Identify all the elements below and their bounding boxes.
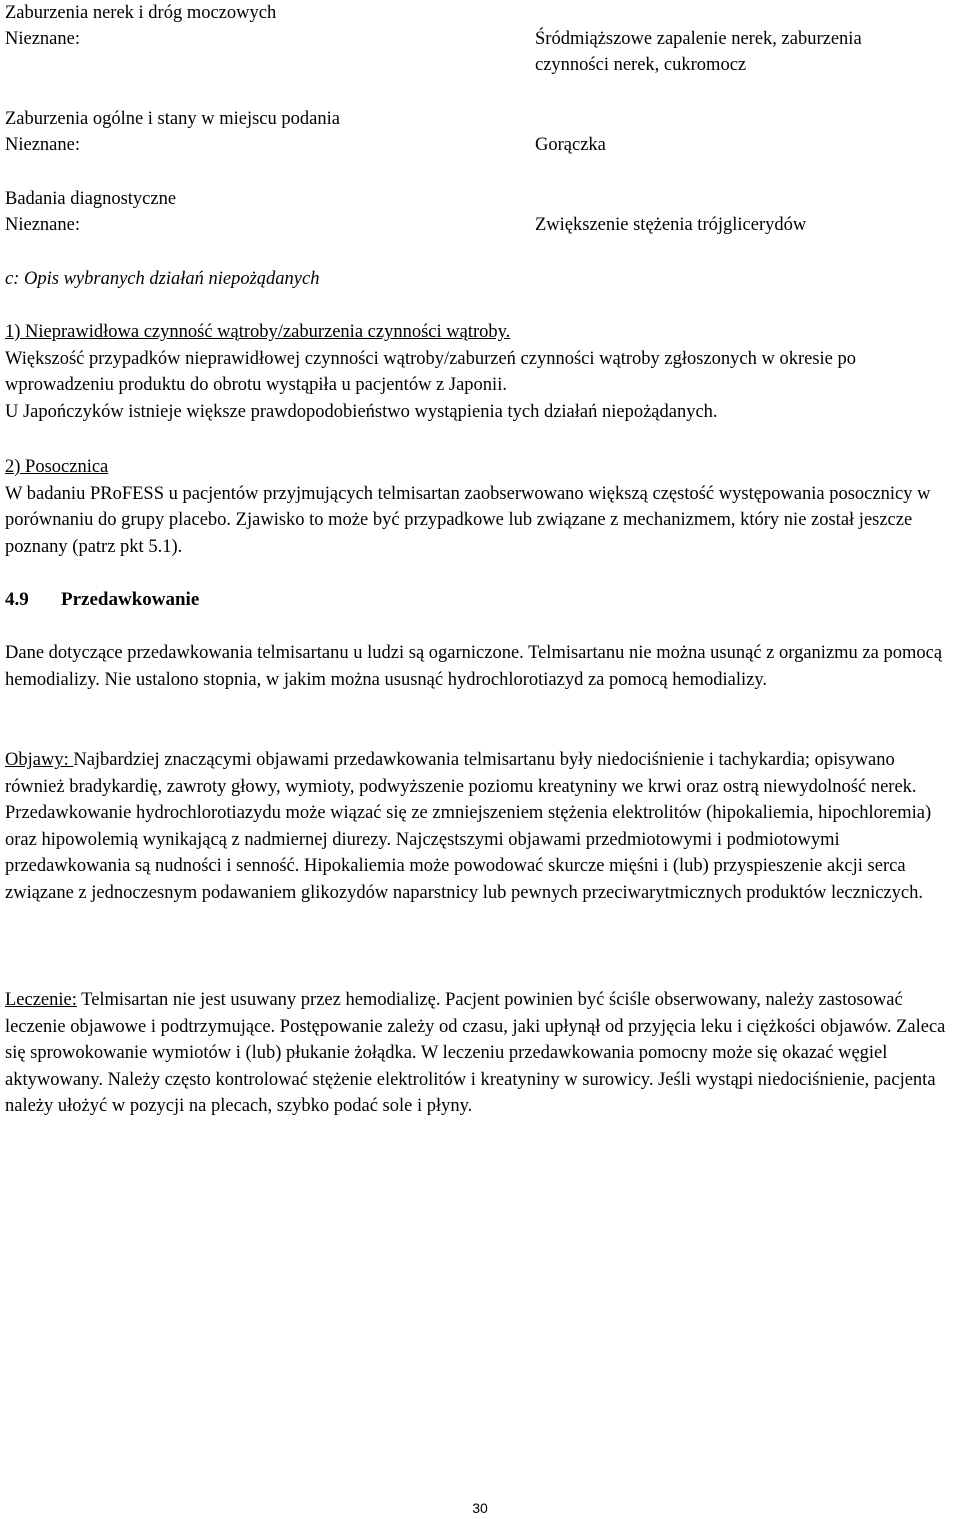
item1-text: Większość przypadków nieprawidłowej czynności wątroby/zaburzeń czynności wątroby zgłoszonych w okresie po wprowadzeniu produktu do obrotu wystąpiła u pacjentów z Japonii. [5,348,856,395]
item1-text2: U Japończyków istnieje większe prawdopodobieństwo wystąpienia tych działań niepożądanych. [5,401,718,422]
item1-block [5,319,955,425]
ae-frequency: Nieznane: [5,135,80,155]
ae-category: Zaburzenia ogólne i stany w miejscu podania [5,109,340,129]
ae-row [5,186,955,236]
ae-frequency: Nieznane: [5,215,80,235]
item1-title: 1) Nieprawidłowa czynność wątroby/zaburzenia czynności wątroby. [5,322,511,342]
section-title: Przedawkowanie [61,589,200,610]
section-heading [5,587,199,613]
ae-frequency: Nieznane: [5,29,80,49]
symptoms-text: Najbardziej znaczącymi objawami przedawkowania telmisartanu były niedociśnienie i tachykardia; opisywano również bradykardię, zawroty głowy, wymioty, podwyższenie poziomu kreatyniny we krwi oraz ostrą niewydolność nerek. Przedawkowanie hydrochlorotiazydu może wiązać się ze zmniejszeniem stężenia elektrolitów (hipokaliemia, hipochloremia) oraz hipowolemią wynikającą z nadmiernej diurezy. Najczęstszymi objawami przedmiotowymi i podmiotowymi przedawkowania są nudności i senność. Hipokaliemia może powodować skurcze mięśni i (lub) przyspieszenie akcji serca związane z jednoczesnym podawaniem glikozydów naparstnicy lub pewnych przeciwarytmicznych produktów leczniczych. [5,750,932,903]
ae-effect: Zwiększenie stężenia trójglicerydów [535,215,807,235]
item2-text: W badaniu PRoFESS u pacjentów przyjmujących telmisartan zaobserwowano większą częstość występowania posocznicy w porównaniu do grupy placebo. Zjawisko to może być przypadkowe lub związane z mechanizmem, który nie został jeszcze poznany (patrz pkt 5.1). [5,483,931,557]
page-number: 30 [472,1500,488,1516]
section-c-title: c: Opis wybranych działań niepożądanych [5,269,320,289]
ae-row [5,0,955,75]
overdose-intro: Dane dotyczące przedawkowania telmisartanu u ludzi są ogarniczone. Telmisartanu nie można usunąć z organizmu za pomocą hemodializy. Nie ustalono stopnia, w jakim można ususnąć hydrochlorotiazyd za pomocą hemodializy. [5,643,943,690]
treatment-paragraph [5,987,955,1120]
symptoms-paragraph [5,747,955,906]
ae-effect: Śródmiąższowe zapalenie nerek, zaburzenia czynności nerek, cukromocz [535,29,862,75]
ae-effect: Gorączka [535,135,606,155]
ae-category: Badania diagnostyczne [5,189,177,209]
ae-row [5,106,955,156]
ae-category: Zaburzenia nerek i dróg moczowych [5,3,277,23]
symptoms-label: Objawy: [5,750,74,770]
item2-title: 2) Posocznica [5,457,109,477]
section-number: 4.9 [5,589,29,610]
treatment-label: Leczenie: [5,990,77,1010]
item2-block [5,454,955,560]
treatment-text: Telmisartan nie jest usuwany przez hemodializę. Pacjent powinien być ściśle obserwowany, należy zastosować leczenie objawowe i podtrzymujące. Postępowanie zależy od czasu, jaki upłynął od przyjęcia leku i ciężkości objawów. Zaleca się sprowokowanie wymiotów i (lub) płukanie żołądka. W leczeniu przedawkowania pomocny może się okazać węgiel aktywowany. Należy często kontrolować stężenie elektrolitów i kreatyniny w surowicy. Jeśli wystąpi niedociśnienie, pacjenta należy ułożyć w pozycji na plecach, szybko podać sole i płyny. [5,990,946,1116]
